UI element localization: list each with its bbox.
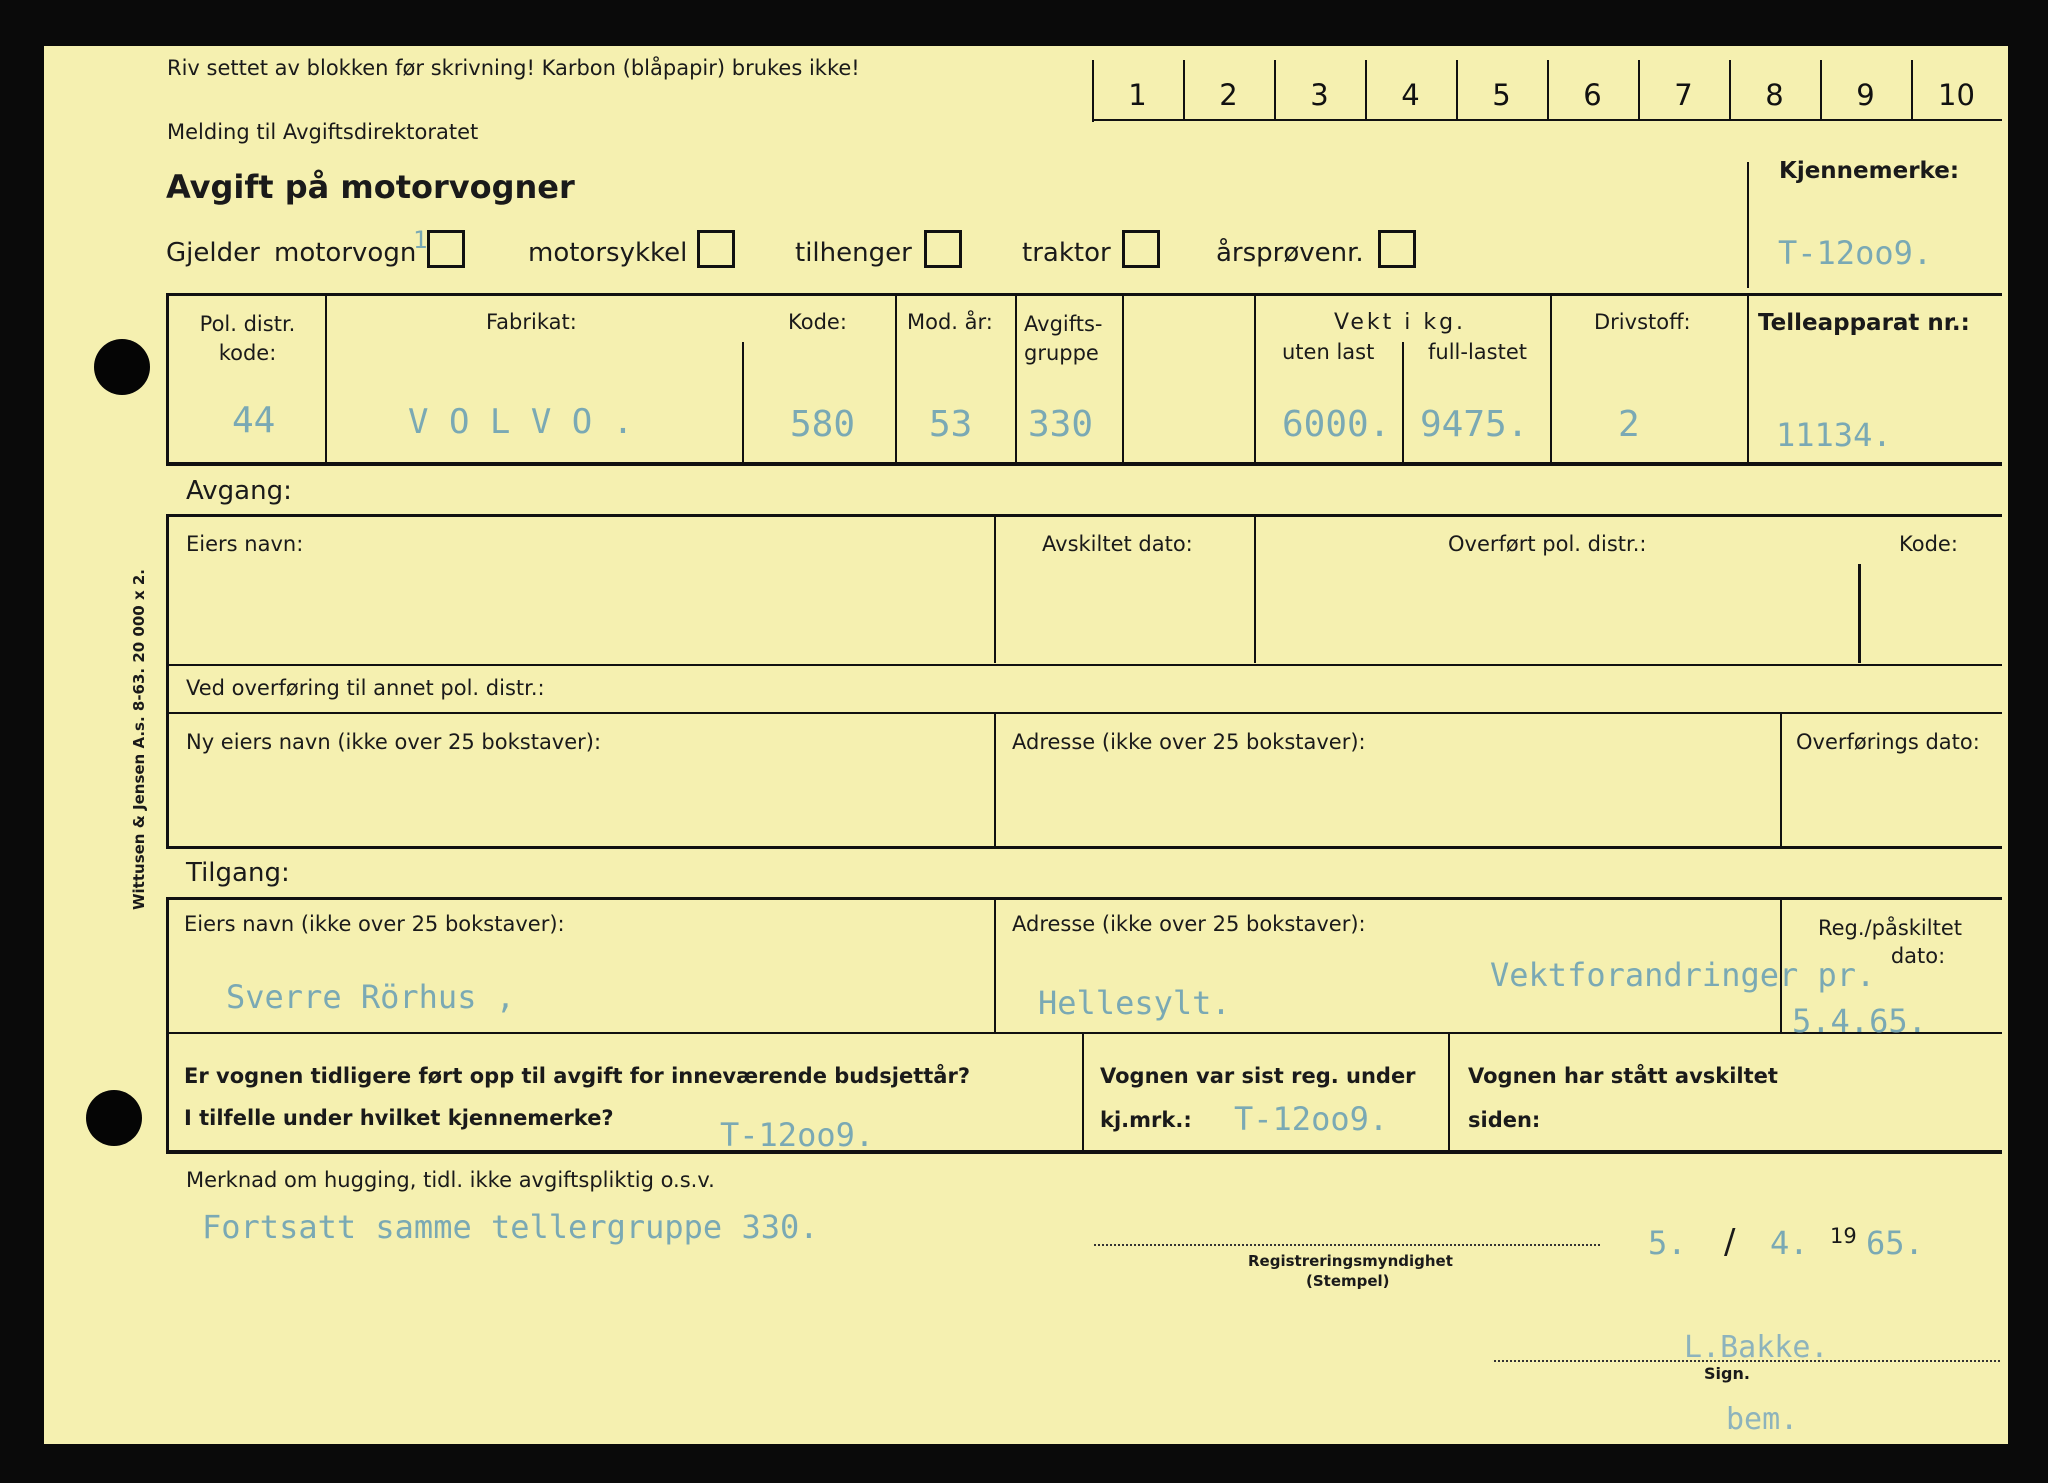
avgang-div-1: [994, 517, 996, 663]
number-box-divider: [1274, 60, 1276, 120]
previous-question-2: I tilfelle under hvilket kjennemerke?: [184, 1106, 614, 1130]
previous-div-1: [1082, 1034, 1084, 1150]
date-day: 5.: [1648, 1224, 1687, 1262]
number-box-4: 4: [1401, 78, 1420, 112]
date-century: 19: [1830, 1224, 1857, 1248]
col-div-5: [1122, 296, 1124, 462]
kode-label: Kode:: [788, 310, 847, 334]
number-box-divider: [1820, 60, 1822, 120]
col-div-1: [325, 296, 327, 462]
tilhenger-checkbox[interactable]: [924, 230, 962, 268]
overfort-pol-distr: Overført pol. distr.:: [1448, 532, 1647, 556]
pol-distr-value: 44: [232, 400, 276, 441]
ny-eiers-navn: Ny eiers navn (ikke over 25 bokstaver):: [186, 730, 602, 754]
uten-last-value: 6000.: [1282, 404, 1391, 445]
uten-last-label: uten last: [1282, 340, 1375, 364]
avgang-top: [166, 514, 2002, 517]
remarks-label: Merknad om hugging, tidl. ikke avgiftspliktig o.s.v.: [186, 1168, 715, 1192]
avgang-left: [166, 514, 169, 849]
signature: L.Bakke.: [1684, 1330, 1829, 1365]
number-box-divider: [1638, 60, 1640, 120]
ved-overforing: Ved overføring til annet pol. distr.:: [186, 676, 545, 700]
arsprovenr-checkbox[interactable]: [1378, 230, 1416, 268]
printer-note: Wittusen & Jensen A.s. 8-63. 20 000 x 2.: [130, 568, 148, 910]
number-box-divider: [1183, 60, 1185, 120]
col-div-8: [1550, 296, 1552, 462]
date-year: 65.: [1866, 1224, 1924, 1262]
tilgang-adresse-label: Adresse (ikke over 25 bokstaver):: [1012, 912, 1366, 936]
ny-eier-div-1: [994, 714, 996, 846]
kj-mrk-label: kj.mrk.:: [1100, 1108, 1192, 1132]
top-instruction: Riv settet av blokken før skrivning! Karbon (blåpapir) brukes ikke!: [167, 56, 860, 80]
sign-label: Sign.: [1704, 1364, 1750, 1383]
date-month: 4.: [1770, 1224, 1809, 1262]
avskiltet-dato: Avskiltet dato:: [1042, 532, 1193, 556]
applies-label: Gjelder: [166, 238, 260, 268]
vektforandringer-date: 5.4.65.: [1792, 1002, 1927, 1040]
telleapparat-value: 11134.: [1776, 416, 1892, 454]
number-box-divider: [1547, 60, 1549, 120]
avskiltet-siden-label-1: Vognen har stått avskiltet: [1468, 1064, 1778, 1088]
tilgang-adresse-value: Hellesylt.: [1038, 984, 1231, 1022]
applies-tilhenger-label: tilhenger: [795, 238, 912, 268]
previous-question-value: T-12oo9.: [720, 1116, 875, 1154]
fabrikat-value: V O L V O .: [408, 402, 634, 442]
avgang-eiers-navn: Eiers navn:: [186, 532, 304, 556]
tilgang-heading: Tilgang:: [186, 858, 290, 888]
number-box-10: 10: [1938, 78, 1975, 112]
tilgang-eiers-navn-value: Sverre Rörhus ,: [226, 978, 515, 1016]
col-div-4: [1015, 296, 1017, 462]
number-box-divider: [1365, 60, 1367, 120]
number-box-divider: [1729, 60, 1731, 120]
punch-hole-bottom: [86, 1090, 142, 1146]
previous-div-2: [1448, 1034, 1450, 1150]
kjennemerke-label: Kjennemerke:: [1779, 158, 1960, 184]
avgang-div-2: [1254, 517, 1256, 663]
kode-value: 580: [790, 404, 856, 445]
col-div-3: [895, 296, 897, 462]
avgang-heading: Avgang:: [186, 476, 292, 506]
avgang-mid: [169, 664, 2002, 666]
number-box-2: 2: [1219, 78, 1238, 112]
motorvogn-checkbox-mark: 1: [413, 226, 428, 254]
traktor-checkbox[interactable]: [1122, 230, 1160, 268]
col-div-9: [1747, 296, 1749, 462]
fabrikat-label: Fabrikat:: [486, 310, 577, 334]
mod-ar-label: Mod. år:: [907, 310, 993, 334]
number-box-5: 5: [1492, 78, 1511, 112]
reg-paskiltet-line-1: Reg./påskiltet: [1817, 916, 1962, 940]
kj-mrk-value: T-12oo9.: [1234, 1100, 1389, 1138]
col-div-2: [742, 342, 744, 462]
number-box-6: 6: [1583, 78, 1602, 112]
authority-label: Registreringsmyndighet: [1248, 1252, 1453, 1270]
number-box-7: 7: [1674, 78, 1693, 112]
ny-eier-adresse: Adresse (ikke over 25 bokstaver):: [1012, 730, 1366, 754]
previous-question-1: Er vognen tidligere ført opp til avgift for inneværende budsjettår?: [184, 1064, 971, 1088]
number-box-1: 1: [1128, 78, 1147, 112]
motorsykkel-checkbox[interactable]: [697, 230, 735, 268]
number-box-divider: [1911, 60, 1913, 120]
number-box-3: 3: [1310, 78, 1329, 112]
number-box-divider: [1456, 60, 1458, 120]
vehicle-table-bottom: [166, 462, 2002, 466]
number-box-9: 9: [1856, 78, 1875, 112]
applies-arsprovenr-label: årsprøvenr.: [1216, 238, 1364, 268]
applies-motorsykkel-label: motorsykkel: [528, 238, 688, 268]
date-slash: /: [1724, 1222, 1736, 1262]
vektforandringer-note: Vektforandringer pr.: [1490, 956, 1876, 994]
drivstoff-label: Drivstoff:: [1594, 310, 1691, 334]
punch-hole-top: [94, 339, 150, 395]
vekt-label: Vekt i kg.: [1334, 310, 1467, 335]
avskiltet-siden-label-2: siden:: [1468, 1108, 1541, 1132]
tilgang-mid: [169, 1032, 2002, 1034]
signature-line: [1494, 1360, 2000, 1362]
pol-distr-label: Pol. distr. kode:: [199, 312, 296, 365]
recipient-line: Melding til Avgiftsdirektoratet: [167, 120, 479, 144]
bem-text: bem.: [1726, 1402, 1799, 1437]
avgiftsgruppe-value: 330: [1028, 404, 1094, 445]
motorvogn-checkbox[interactable]: [427, 230, 465, 268]
vehicle-table-top: [166, 293, 2002, 296]
full-lastet-value: 9475.: [1420, 404, 1529, 445]
applies-traktor-label: traktor: [1022, 238, 1111, 268]
col-div-6: [1254, 296, 1256, 462]
mod-ar-value: 53: [929, 404, 973, 445]
stamp-line: [1094, 1244, 1600, 1246]
ny-eier-top: [169, 712, 2002, 714]
stamp-label: (Stempel): [1306, 1272, 1390, 1290]
overforings-dato: Overførings dato:: [1796, 730, 1980, 754]
form-title: Avgift på motorvogner: [166, 168, 575, 206]
avgang-div-3: [1858, 564, 1861, 663]
ny-eier-div-2: [1780, 714, 1782, 846]
tilgang-bottom: [166, 1150, 2002, 1154]
kjennemerke-divider: [1747, 162, 1749, 288]
tilgang-eiers-navn-label: Eiers navn (ikke over 25 bokstaver):: [184, 912, 565, 936]
tilgang-left: [166, 897, 169, 1152]
avgiftsgruppe-label: Avgifts-gruppe: [1024, 312, 1103, 365]
tilgang-div-1: [994, 900, 996, 1032]
kjennemerke-value: T-12oo9.: [1778, 234, 1933, 272]
drivstoff-value: 2: [1618, 404, 1640, 445]
number-box-8: 8: [1765, 78, 1784, 112]
full-lastet-label: full-lastet: [1428, 340, 1527, 364]
remarks-value: Fortsatt samme tellergruppe 330.: [202, 1208, 819, 1246]
avgang-bottom: [166, 846, 2002, 849]
last-reg-label: Vognen var sist reg. under: [1100, 1064, 1416, 1088]
reg-paskiltet-line-2: dato:: [1890, 944, 1946, 968]
tilgang-top: [166, 897, 2002, 900]
telleapparat-label: Telleapparat nr.:: [1758, 310, 1970, 336]
col-div-7: [1402, 342, 1404, 462]
avgang-kode: Kode:: [1899, 532, 1958, 556]
vehicle-table-left: [166, 293, 169, 465]
applies-motorvogn-label: motorvogn: [274, 238, 417, 268]
